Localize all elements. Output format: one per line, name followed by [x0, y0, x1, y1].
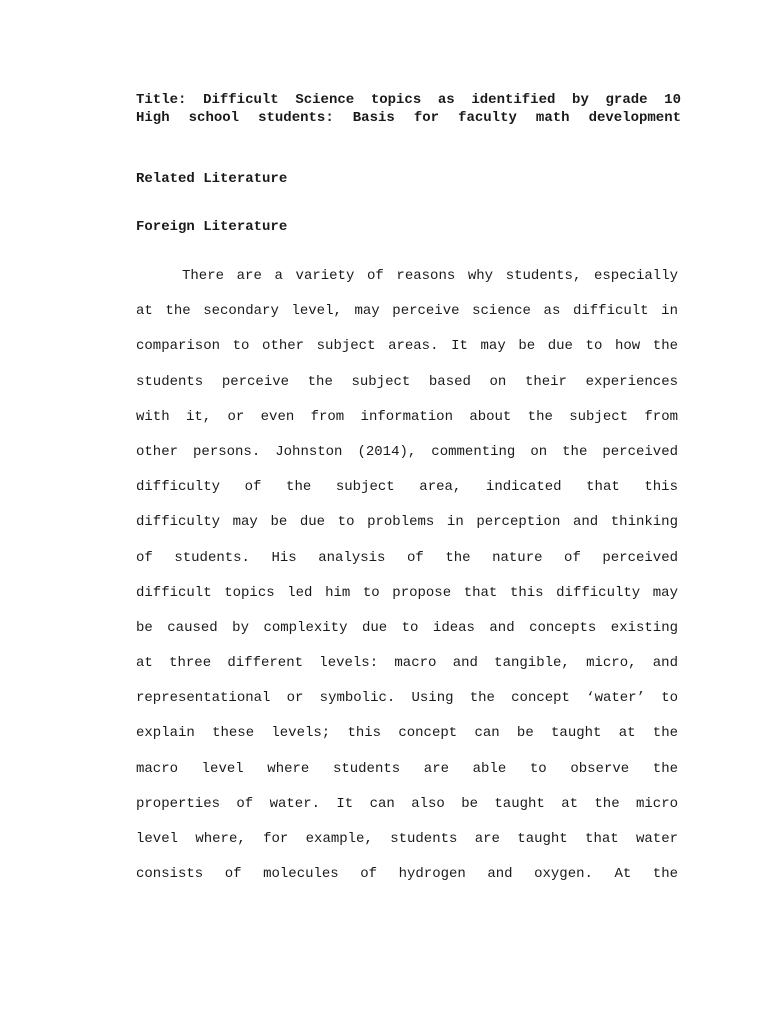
subsection-heading-foreign-literature: Foreign Literature [136, 219, 288, 235]
title-line: High school students: Basis for faculty math development [136, 109, 681, 126]
paragraph-line: at the secondary level, may perceive science as difficult in [136, 303, 678, 320]
paragraph-line: be caused by complexity due to ideas and concepts existing [136, 619, 678, 636]
section-heading-related-literature: Related Literature [136, 171, 288, 187]
paragraph-line: other persons. Johnston (2014), commenting on the perceived [136, 443, 678, 460]
paragraph-line: macro level where students are able to observe the [136, 760, 678, 777]
paragraph-line: properties of water. It can also be taught at the micro [136, 795, 678, 812]
paragraph-line: level where, for example, students are taught that water [136, 831, 678, 847]
paragraph-line: difficult topics led him to propose that this difficulty may [136, 584, 678, 601]
paragraph-line: students perceive the subject based on their experiences [136, 373, 678, 390]
paragraph-line: explain these levels; this concept can be taught at the [136, 725, 678, 742]
body-paragraph [136, 267, 678, 900]
paragraph-line: difficulty of the subject area, indicated that this [136, 479, 678, 496]
paragraph-line: at three different levels: macro and tangible, micro, and [136, 655, 678, 672]
paragraph-line: with it, or even from information about the subject from [136, 408, 678, 425]
paragraph-line: comparison to other subject areas. It may be due to how the [136, 338, 678, 355]
paragraph-line: consists of molecules of hydrogen and oxygen. At the [136, 866, 678, 883]
document-title [136, 92, 681, 127]
paragraph-line: of students. His analysis of the nature of perceived [136, 549, 678, 566]
paragraph-line: representational or symbolic. Using the concept ‘water’ to [136, 690, 678, 707]
paragraph-line: difficulty may be due to problems in perception and thinking [136, 514, 678, 531]
title-line: Title: Difficult Science topics as identified by grade 10 [136, 92, 681, 108]
paragraph-line: There are a variety of reasons why students, especially [182, 268, 678, 284]
